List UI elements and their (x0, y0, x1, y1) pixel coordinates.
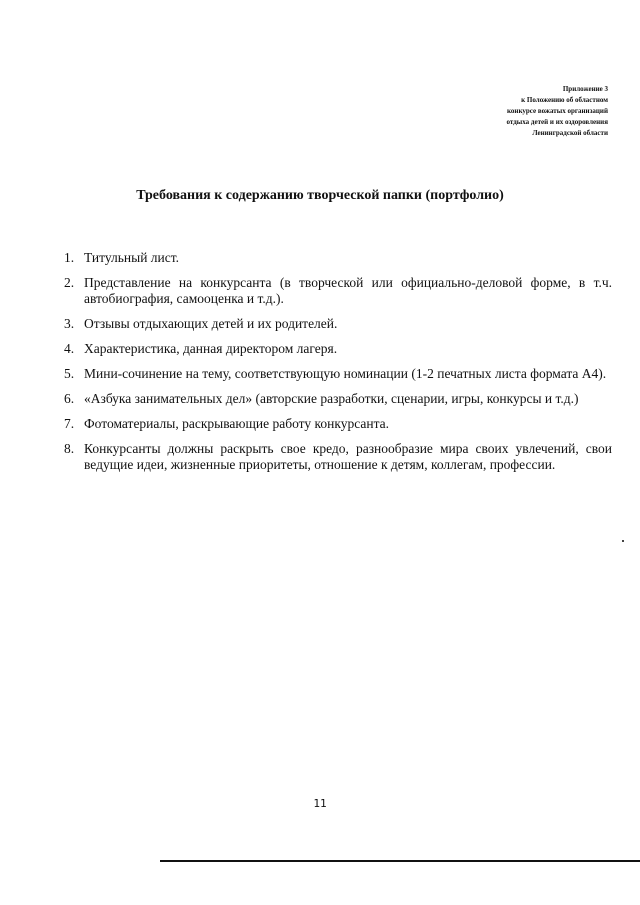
item-number: 7. (64, 416, 75, 431)
requirements-list (64, 250, 612, 482)
list-item (64, 441, 612, 473)
appendix-line: конкурсе вожатых организаций (506, 107, 608, 115)
list-item (64, 366, 612, 382)
item-text: Титульный лист. (84, 250, 180, 265)
document-title: Требования к содержанию творческой папки (портфолио) (136, 188, 504, 203)
page-number: 11 (313, 797, 327, 810)
item-number: 3. (64, 316, 75, 331)
item-number: 5. (64, 366, 75, 381)
item-text: Фотоматериалы, раскрывающие работу конкурсанта. (84, 416, 390, 431)
item-text: Мини-сочинение на тему, соответствующую номинации (1-2 печатных листа формата А4). (84, 366, 607, 381)
scan-speck (622, 540, 624, 542)
list-item (64, 275, 612, 307)
scan-edge-line (160, 860, 640, 862)
item-number: 1. (64, 250, 75, 265)
item-number: 8. (64, 441, 75, 456)
list-item (64, 341, 612, 357)
appendix-line: к Положению об областном (521, 96, 608, 104)
item-number: 2. (64, 275, 75, 290)
item-text: «Азбука занимательных дел» (авторские разработки, сценарии, игры, конкурсы и т.д.) (84, 391, 579, 406)
list-item (64, 316, 612, 332)
item-text: Представление на конкурсанта (в творческой или официально-деловой форме, в т.ч. автобиография, самооценка и т.д.). (84, 275, 612, 306)
list-item (64, 250, 612, 266)
list-item (64, 391, 612, 407)
item-text: Конкурсанты должны раскрыть свое кредо, разнообразие мира своих увлечений, свои ведущие идеи, жизненные приоритеты, отношение к детям, коллегам, профессии. (84, 441, 612, 472)
appendix-note (507, 84, 608, 139)
item-text: Отзывы отдыхающих детей и их родителей. (84, 316, 338, 331)
appendix-line: Приложение 3 (562, 85, 608, 93)
appendix-line: Ленинградской области (532, 129, 608, 137)
item-number: 6. (64, 391, 75, 406)
appendix-line: отдыха детей и их оздоровления (506, 118, 608, 126)
item-number: 4. (64, 341, 75, 356)
list-item (64, 416, 612, 432)
item-text: Характеристика, данная директором лагеря. (84, 341, 338, 356)
